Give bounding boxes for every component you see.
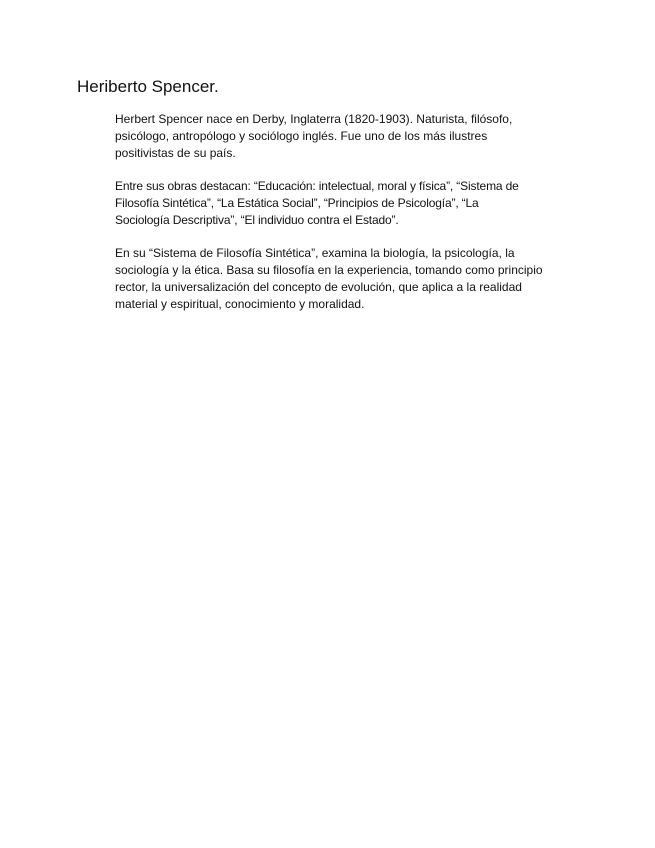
text-line: material y espiritual, conocimiento y moralidad.	[115, 297, 365, 311]
text-line: positivistas de su país.	[115, 146, 236, 160]
text-line: psicólogo, antropólogo y sociólogo inglés. Fue uno de los más ilustres	[115, 129, 488, 143]
text-line: En su “Sistema de Filosofía Sintética”, examina la biología, la psicología, la	[115, 246, 515, 260]
text-line: Sociología Descriptiva”, “El individuo contra el Estado”.	[115, 213, 399, 227]
page-title: Heriberto Spencer.	[77, 77, 219, 96]
text-line: Filosofía Sintética”, “La Estática Social”, “Principios de Psicología”, “La	[115, 196, 479, 210]
paragraph-works	[115, 178, 585, 229]
text-line: Entre sus obras destacan: “Educación: intelectual, moral y física”, “Sistema de	[115, 179, 519, 193]
paragraph-biography	[115, 111, 585, 162]
text-line: Herbert Spencer nace en Derby, Inglaterra (1820-1903). Naturista, filósofo,	[115, 112, 513, 126]
paragraph-philosophy	[115, 245, 585, 313]
document-body	[115, 111, 585, 329]
text-line: rector, la universalización del concepto de evolución, que aplica a la realidad	[115, 280, 522, 294]
text-line: sociología y la ética. Basa su filosofía en la experiencia, tomando como principio	[115, 263, 543, 277]
